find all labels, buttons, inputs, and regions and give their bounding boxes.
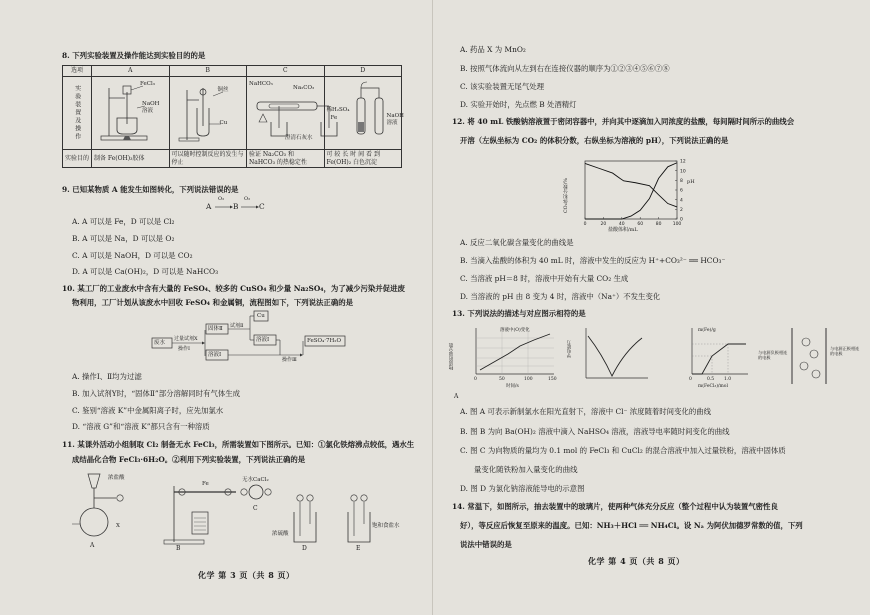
q11-label-cacl2: 无水CaCl₂ (242, 477, 269, 483)
q12-xtick-label: 80 (655, 222, 662, 227)
q8-c-label-nahco3: NaHCO₃ (249, 80, 273, 87)
q13-d-left-label: 与电源负极相连的电极 (758, 350, 788, 360)
q11-label-x: X (116, 523, 120, 529)
q10-option-b: B. 加入试剂Y时，“固体Ⅱ”部分溶解同时有气体生成 (72, 389, 241, 398)
q13-option-c: C. 图 C 为向物质的量均为 0.1 mol 的 FeCl₃ 和 CuCl₂ 的混合溶液中加入过量铁粉，溶液中固体质 (460, 446, 786, 455)
q13-figure-c (662, 324, 752, 390)
page-fold (432, 0, 433, 615)
q8-row-purpose-label: 实验目的 (63, 150, 92, 168)
q8-header-option: 选项 (63, 66, 92, 77)
q8-c-label-limewater: 澄清石灰水 (285, 134, 313, 141)
q13-d-right-label: 与电源正极相连的电极 (830, 346, 860, 356)
q12-y2tick-label: 4 (680, 198, 683, 204)
q8-d-label-fe: Fe (330, 114, 338, 121)
q12-chart-axes (585, 161, 677, 219)
q8-device-c (247, 76, 325, 150)
q10-stem-line1: 10. 某工厂的工业废水中含有大量的 FeSO₄、较多的 CuSO₄ 和少量 Na₂SO₄，为了减少污染并促进废 (62, 284, 405, 293)
q8-device-b (169, 76, 247, 150)
q10-option-d: D. “溶液 G”和“溶液 K”都只含有一种溶质 (72, 422, 210, 431)
q9-node-c: C (259, 202, 265, 211)
q13-tag-a: A (454, 393, 459, 400)
q8-apparatus-b-drawing (173, 78, 243, 146)
q10-node-solid: 固体Ⅱ (208, 326, 223, 332)
q12-series-ph (585, 163, 677, 207)
q13-a-tick-0: 0 (474, 377, 477, 382)
q8-purpose-d: 可 较 长 时 间 看 到 Fe(OH)₂ 白色沉淀 (324, 150, 402, 168)
q10-option-c: C. 鉴别“溶液 K”中金属阳离子时，应先加氯水 (72, 406, 224, 415)
q12-xtick-label: 60 (637, 222, 644, 227)
q8-d-label-naoh: NaOH (386, 112, 404, 119)
q13-c-tick-10: 1.0 (724, 377, 732, 382)
q10-option-a: A. 操作Ⅰ、Ⅱ均为过滤 (72, 372, 142, 381)
q8-purpose-b: 可以随时控制反应的发生与停止 (169, 150, 247, 168)
q13-a-title: 溶液中(O)变化 (500, 328, 530, 333)
right-page (440, 0, 870, 615)
q9-chain (206, 196, 266, 213)
q13-figure-b-plot (572, 324, 652, 390)
left-page (0, 0, 425, 615)
q8-purpose-c: 验证 Na₂CO₃ 和 NaHCO₃ 的热稳定性 (247, 150, 325, 168)
q12-plot-frame (585, 161, 677, 219)
q11-letter-c: C (253, 505, 258, 512)
q13-figure-a (449, 324, 564, 390)
q13-c-xlabel: m(FeCl₃)/mol (698, 384, 728, 389)
q11-stem-line1: 11. 某课外活动小组制取 Cl₂ 制备无水 FeCl₃，所需装置如下图所示。已知：①氯化铁熔沸点较低，遇水生 (62, 440, 415, 449)
q12-y2label: pH (687, 179, 695, 185)
q12-y2tick-label: 12 (680, 159, 686, 165)
q8-d-label-acid: 稀H₂SO₄ (326, 106, 350, 113)
q11-letter-b: B (176, 545, 181, 552)
q11-letter-d: D (302, 545, 307, 552)
q12-option-b: B. 当滴入盐酸的体积为 40 mL 时，溶液中发生的反应为 H⁺+CO₃²⁻ ══ HCO₃⁻ (460, 256, 726, 265)
q12-xtick-label: 20 (600, 222, 607, 227)
q12-option-c: C. 当溶液 pH＝8 时，溶液中开始有大量 CO₂ 生成 (460, 274, 629, 283)
q10-node-waste: 废水 (154, 340, 166, 346)
q12-xtick-label: 0 (583, 222, 587, 227)
q14-stem-line1: 14. 常温下，如图所示，抽去装置中的玻璃片，使两种气体充分反应（整个过程中认为装置气密性良 (452, 502, 778, 511)
q10-flowchart (150, 310, 350, 365)
q10-node-product: FeSO₄·7H₂O (307, 338, 342, 344)
q8-purpose-a: 制备 Fe(OH)₃胶体 (92, 150, 170, 168)
q8-b-label-wire: 铜丝 (217, 86, 229, 93)
q12-option-d: D. 当溶液的 pH 由 8 变为 4 时，溶液中（Na⁺）不发生变化 (460, 292, 661, 301)
q13-figure-b (567, 324, 652, 390)
q13-a-tick-50: 50 (499, 377, 505, 382)
q12-y2tick-label: 8 (680, 178, 683, 184)
q13-b-ylabel: 导电能力 (567, 340, 572, 358)
q13-option-d: D. 图 D 为氯化钠溶液能导电的示意图 (460, 484, 585, 493)
q8-header-b: B (169, 66, 247, 77)
q11-label-fe: Fe (202, 481, 209, 487)
q10-stem-line2: 物利用，工厂计划从该废水中回收 FeSO₄ 和金属铜，流程图如下，下列说法正确的是 (72, 298, 353, 307)
q12-xtick-label: 40 (618, 222, 625, 227)
q10-edge-reagent2: 试剂Ⅱ (230, 323, 244, 329)
q12-y2tick-label: 6 (680, 188, 683, 194)
q12-chart (567, 155, 697, 231)
q9-node-a: A (206, 202, 212, 211)
q9-option-b: B. A 可以是 Na，D 可以是 O₂ (72, 234, 175, 243)
q10-node-cu: Cu (257, 313, 265, 319)
q12-chart-series (585, 163, 677, 219)
q13-a-tick-100: 100 (524, 377, 533, 382)
q11-option-b: B. 按照气体流向从左到右在连接仪器的顺序为①②③④⑤⑥⑦⑧ (460, 64, 670, 73)
q8-header-c: C (247, 66, 325, 77)
q14-stem-line3: 说法中错误的是 (460, 540, 512, 549)
q9-stem: 9. 已知某物质 A 能发生如图转化，下列说法错误的是 (62, 185, 239, 194)
q9-option-c: C. A 可以是 NaOH，D 可以是 CO₂ (72, 251, 193, 260)
q12-option-a: A. 反应二氧化碳含量变化的曲线是 (460, 238, 574, 247)
q13-c-tick-0: 0 (689, 377, 692, 382)
q8-a-label-naoh: NaOH (142, 100, 160, 107)
q11-letter-a: A (90, 542, 95, 549)
q11-option-d: D. 实验开始时，先点燃 B 处酒精灯 (460, 100, 577, 109)
q13-option-b: B. 图 B 为向 Ba(OH)₂ 溶液中滴入 NaHSO₄ 溶液，溶液导电率随时间变化的曲线 (460, 427, 730, 436)
q12-series-co2 (585, 163, 677, 219)
q9-option-a: A. A 可以是 Fe，D 可以是 Cl₂ (72, 217, 175, 226)
q9-node-b: B (233, 202, 239, 211)
q12-y2tick-label: 2 (680, 207, 683, 213)
q8-stem: 8. 下列实验装置及操作能达到实验目的的是 (62, 51, 206, 60)
q11-label-h2so4: 浓硫酸 (272, 531, 289, 537)
q12-y2tick-label: 0 (680, 217, 683, 223)
q10-edge-op1: 操作Ⅰ (178, 346, 190, 352)
q12-xtick-label: 100 (672, 222, 682, 227)
q12-chart-ticks (584, 159, 686, 227)
q13-a-xlabel: 时间/s (506, 384, 519, 389)
q10-node-solution2: 溶液Ⅰ (256, 337, 270, 343)
q11-letter-e: E (356, 545, 361, 552)
q11-option-c: C. 该实验装置无尾气处理 (460, 82, 544, 91)
q11-label-brine: 饱和食盐水 (372, 523, 400, 529)
q13-c-ylabel: m(Fe)/g (698, 328, 716, 333)
q13-option-c-cont: 量变化随铁粉加入量变化的曲线 (474, 465, 578, 474)
q14-stem-line2: 好），等反应后恢复至原来的温度。已知：NH₃＋HCl ══ NH₄Cl。设 Nₐ 为阿伏加德罗常数的值，下列 (460, 521, 803, 530)
q12-xlabel: 盐酸体积/mL (608, 227, 638, 233)
q11-apparatus (64, 468, 404, 550)
q13-a-ylabel: 物质的量分数 (449, 343, 454, 370)
q12-stem-line1: 12. 将 40 mL 铁酸钠溶液置于密闭容器中，并向其中逐滴加入同浓度的盐酸，每间隔时间所示的曲线会 (452, 117, 795, 126)
q13-c-tick-05: 0.5 (707, 377, 715, 382)
q8-d-label-solution: 溶液 (386, 119, 398, 126)
q9-option-d: D. A 可以是 Ca(OH)₂，D 可以是 NaHCO₃ (72, 267, 219, 276)
q11-label-hcl: 浓盐酸 (108, 475, 125, 481)
q8-device-d (324, 76, 402, 150)
q8-c-label-na2co3: Na₂CO₃ (293, 84, 315, 91)
left-footer: 化学 第 3 页（共 8 页） (198, 570, 295, 580)
q12-ylabel: CO₂体积分数/% (564, 178, 569, 213)
q12-stem-line2: 开溶（左纵坐标为 CO₂ 的体积分数，右纵坐标为溶液的 pH），下列说法正确的是 (460, 136, 729, 145)
q13-a-tick-150: 150 (548, 377, 557, 382)
q8-b-label-cu: Cu (219, 119, 228, 126)
q12-y2tick-label: 10 (680, 169, 686, 175)
q8-table (62, 65, 402, 168)
q11-stem-line2: 成结晶化合物 FeCl₃·6H₂O。②利用下列实验装置，下列说法正确的是 (72, 455, 306, 464)
q8-header-a: A (92, 66, 170, 77)
q11-option-a: A. 药品 X 为 MnO₂ (460, 45, 526, 54)
q10-edge-op3: 操作Ⅲ (282, 357, 297, 363)
q9-arrow-label-2: O₂ (244, 196, 251, 202)
q8-device-a (92, 76, 170, 150)
q10-node-solution1: 溶液Ⅰ (208, 352, 222, 358)
q13-figure-d (758, 324, 862, 390)
q13-stem: 13. 下列说法的描述与对应图示相符的是 (452, 309, 586, 318)
q8-a-label-fecl3: FeCl₃ (140, 80, 155, 87)
right-footer: 化学 第 4 页（共 8 页） (588, 556, 685, 566)
q8-a-label-solution: 溶液 (142, 107, 154, 114)
q9-arrow-label-1: O₂ (218, 196, 225, 202)
q8-row-device-label: 实验装置及操作 (63, 76, 92, 150)
q10-edge-reagent-x: 过量试剂X (174, 336, 198, 342)
q13-option-a: A. 图 A 可表示新制氯水在阳光直射下，溶液中 Cl⁻ 浓度随着时间变化的曲线 (460, 407, 712, 416)
q8-header-d: D (324, 66, 402, 77)
